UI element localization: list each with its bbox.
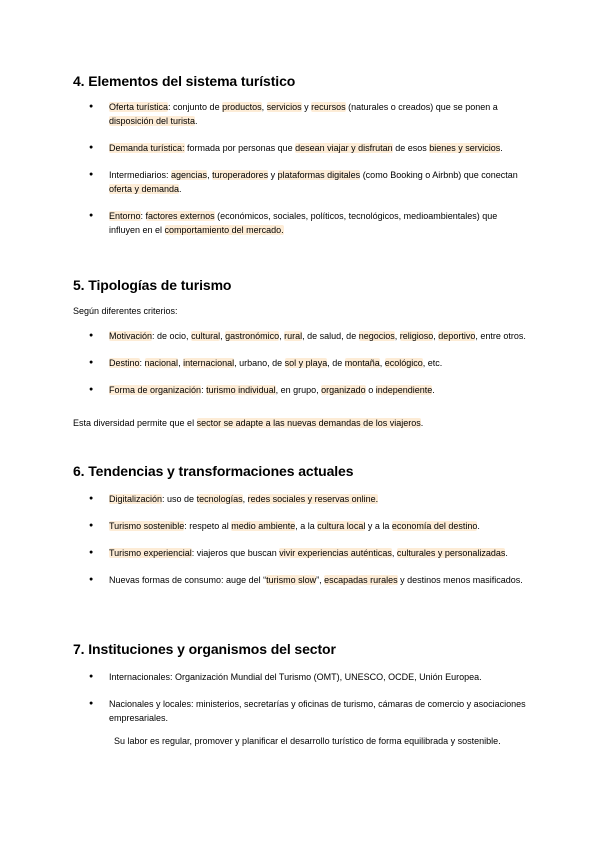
text-run: (naturales o creados) que se ponen a	[345, 102, 498, 112]
section-4	[73, 72, 528, 237]
text-run: , a la	[295, 521, 318, 531]
text-run: Nuevas formas de consumo: auge del “	[109, 575, 267, 585]
text-run: , de	[327, 358, 345, 368]
text-run: (económicos, sociales, políticos, tecnológicos, medioambientales) que influyen en el	[109, 211, 498, 235]
highlighted-text: culturales y personalizadas	[396, 548, 506, 558]
section-5-list	[73, 329, 528, 397]
section-4-list	[73, 100, 528, 237]
text-run: : uso de	[162, 494, 197, 504]
highlighted-text: recursos	[311, 102, 346, 112]
highlighted-text: Entorno	[109, 211, 141, 221]
text-run: ,	[279, 331, 285, 341]
text-run: : de ocio,	[152, 331, 192, 341]
highlighted-text: servicios	[266, 102, 302, 112]
text-run: y a la	[365, 521, 392, 531]
text-run: o	[365, 385, 376, 395]
text-run: , etc.	[422, 358, 443, 368]
highlighted-text: Oferta turística	[109, 102, 169, 112]
text-run: ,	[379, 358, 385, 368]
text-run: :	[139, 358, 145, 368]
highlighted-text: negocios	[358, 331, 395, 341]
section-7	[73, 640, 528, 748]
highlighted-text: sector se adapte a las nuevas demandas de los viajeros	[196, 418, 421, 428]
highlighted-text: disposición del turista	[109, 116, 196, 126]
text-run: .	[432, 385, 435, 395]
highlighted-text: productos	[222, 102, 262, 112]
highlighted-text: oferta y demanda	[109, 184, 180, 194]
section-6	[73, 462, 528, 587]
section-7-note	[73, 734, 528, 748]
highlighted-text: comportamiento del mercado.	[164, 225, 284, 235]
list-item	[73, 697, 528, 725]
highlighted-text: medio ambiente	[231, 521, 296, 531]
text-run: ,	[394, 331, 400, 341]
text-run: ,	[220, 331, 226, 341]
highlighted-text: Turismo experiencial	[109, 548, 192, 558]
text-run: : viajeros que buscan	[191, 548, 280, 558]
text-run: .	[500, 143, 503, 153]
section-7-list	[73, 670, 528, 725]
highlighted-text: factores externos	[145, 211, 215, 221]
highlighted-text: sol y playa	[284, 358, 328, 368]
list-item	[73, 209, 528, 237]
text-run: formada por personas que	[184, 143, 296, 153]
highlighted-text: plataformas digitales	[277, 170, 361, 180]
text-run: ,	[261, 102, 267, 112]
section-6-list	[73, 492, 528, 587]
highlighted-text: agencias	[171, 170, 208, 180]
text-run: de esos	[392, 143, 430, 153]
highlighted-text: tecnologías	[196, 494, 243, 504]
list-item	[73, 519, 528, 533]
text-run: y destinos menos masificados.	[397, 575, 523, 585]
section-5-outro	[73, 416, 528, 430]
text-run: Esta diversidad permite que el	[73, 418, 197, 428]
text-run: .	[195, 116, 198, 126]
text-run: (como Booking o Airbnb) que conectan	[360, 170, 518, 180]
list-item	[73, 670, 528, 684]
list-item	[73, 329, 528, 343]
highlighted-text: rural	[284, 331, 303, 341]
highlighted-text: Demanda turística:	[109, 143, 185, 153]
list-item	[73, 492, 528, 506]
list-item	[73, 383, 528, 397]
text-run: ,	[207, 170, 213, 180]
section-6-title: 6. Tendencias y transformaciones actuales	[73, 463, 354, 479]
text-run: ,	[178, 358, 184, 368]
highlighted-text: desean viajar y disfrutan	[295, 143, 393, 153]
text-run: :	[201, 385, 207, 395]
text-run: y	[268, 170, 278, 180]
highlighted-text: organizado	[321, 385, 366, 395]
section-5	[73, 276, 528, 430]
section-5-intro: Según diferentes criterios:	[73, 306, 178, 316]
highlighted-text: deportivo	[438, 331, 476, 341]
text-run: Intermediarios:	[109, 170, 172, 180]
highlighted-text: vivir experiencias auténticas	[279, 548, 392, 558]
highlighted-text: Forma de organización	[109, 385, 202, 395]
text-run: .	[477, 521, 480, 531]
text-run: Nacionales y locales: ministerios, secretarías y oficinas de turismo, cámaras de comercio y asociaciones empresariales.	[109, 699, 526, 723]
highlighted-text: escapadas rurales	[324, 575, 398, 585]
highlighted-text: internacional	[183, 358, 235, 368]
list-item	[73, 356, 528, 370]
text-run: ”,	[316, 575, 325, 585]
highlighted-text: independiente	[375, 385, 433, 395]
highlighted-text: redes sociales y reservas online.	[247, 494, 379, 504]
text-run: Internacionales: Organización Mundial del Turismo (OMT), UNESCO, OCDE, Unión Europea.	[109, 672, 482, 682]
highlighted-text: Digitalización	[109, 494, 163, 504]
highlighted-text: montaña	[344, 358, 380, 368]
text-run: , en grupo,	[275, 385, 322, 395]
highlighted-text: bienes y servicios	[429, 143, 501, 153]
text-run: , entre otros.	[475, 331, 526, 341]
section-7-title: 7. Instituciones y organismos del sector	[73, 641, 336, 657]
text-run: .	[179, 184, 182, 194]
text-run: : conjunto de	[168, 102, 223, 112]
list-item	[73, 141, 528, 155]
text-run: ,	[242, 494, 248, 504]
highlighted-text: religioso	[399, 331, 434, 341]
list-item	[73, 168, 528, 196]
highlighted-text: turismo individual	[206, 385, 276, 395]
highlighted-text: Destino	[109, 358, 140, 368]
text-run: :	[140, 211, 146, 221]
highlighted-text: turismo slow	[266, 575, 317, 585]
text-run: .	[505, 548, 508, 558]
list-item	[73, 546, 528, 560]
list-item	[73, 573, 528, 587]
highlighted-text: turoperadores	[212, 170, 269, 180]
highlighted-text: cultura local	[317, 521, 366, 531]
text-run: ,	[433, 331, 439, 341]
highlighted-text: ecológico	[384, 358, 423, 368]
text-run: : respeto al	[184, 521, 232, 531]
highlighted-text: cultural	[191, 331, 221, 341]
highlighted-text: Motivación	[109, 331, 153, 341]
text-run: , urbano, de	[234, 358, 285, 368]
highlighted-text: gastronómico	[225, 331, 280, 341]
text-run: ,	[391, 548, 397, 558]
text-run: , de salud, de	[302, 331, 359, 341]
section-7-note-text: Su labor es regular, promover y planificar el desarrollo turístico de forma equilibrada y sostenible.	[114, 736, 501, 746]
highlighted-text: economía del destino	[391, 521, 478, 531]
section-5-title: 5. Tipologías de turismo	[73, 277, 232, 293]
section-4-title: 4. Elementos del sistema turístico	[73, 73, 296, 89]
list-item	[73, 100, 528, 128]
highlighted-text: Turismo sostenible	[109, 521, 185, 531]
text-run: y	[301, 102, 312, 112]
highlighted-text: nacional	[144, 358, 179, 368]
text-run: .	[420, 418, 424, 428]
